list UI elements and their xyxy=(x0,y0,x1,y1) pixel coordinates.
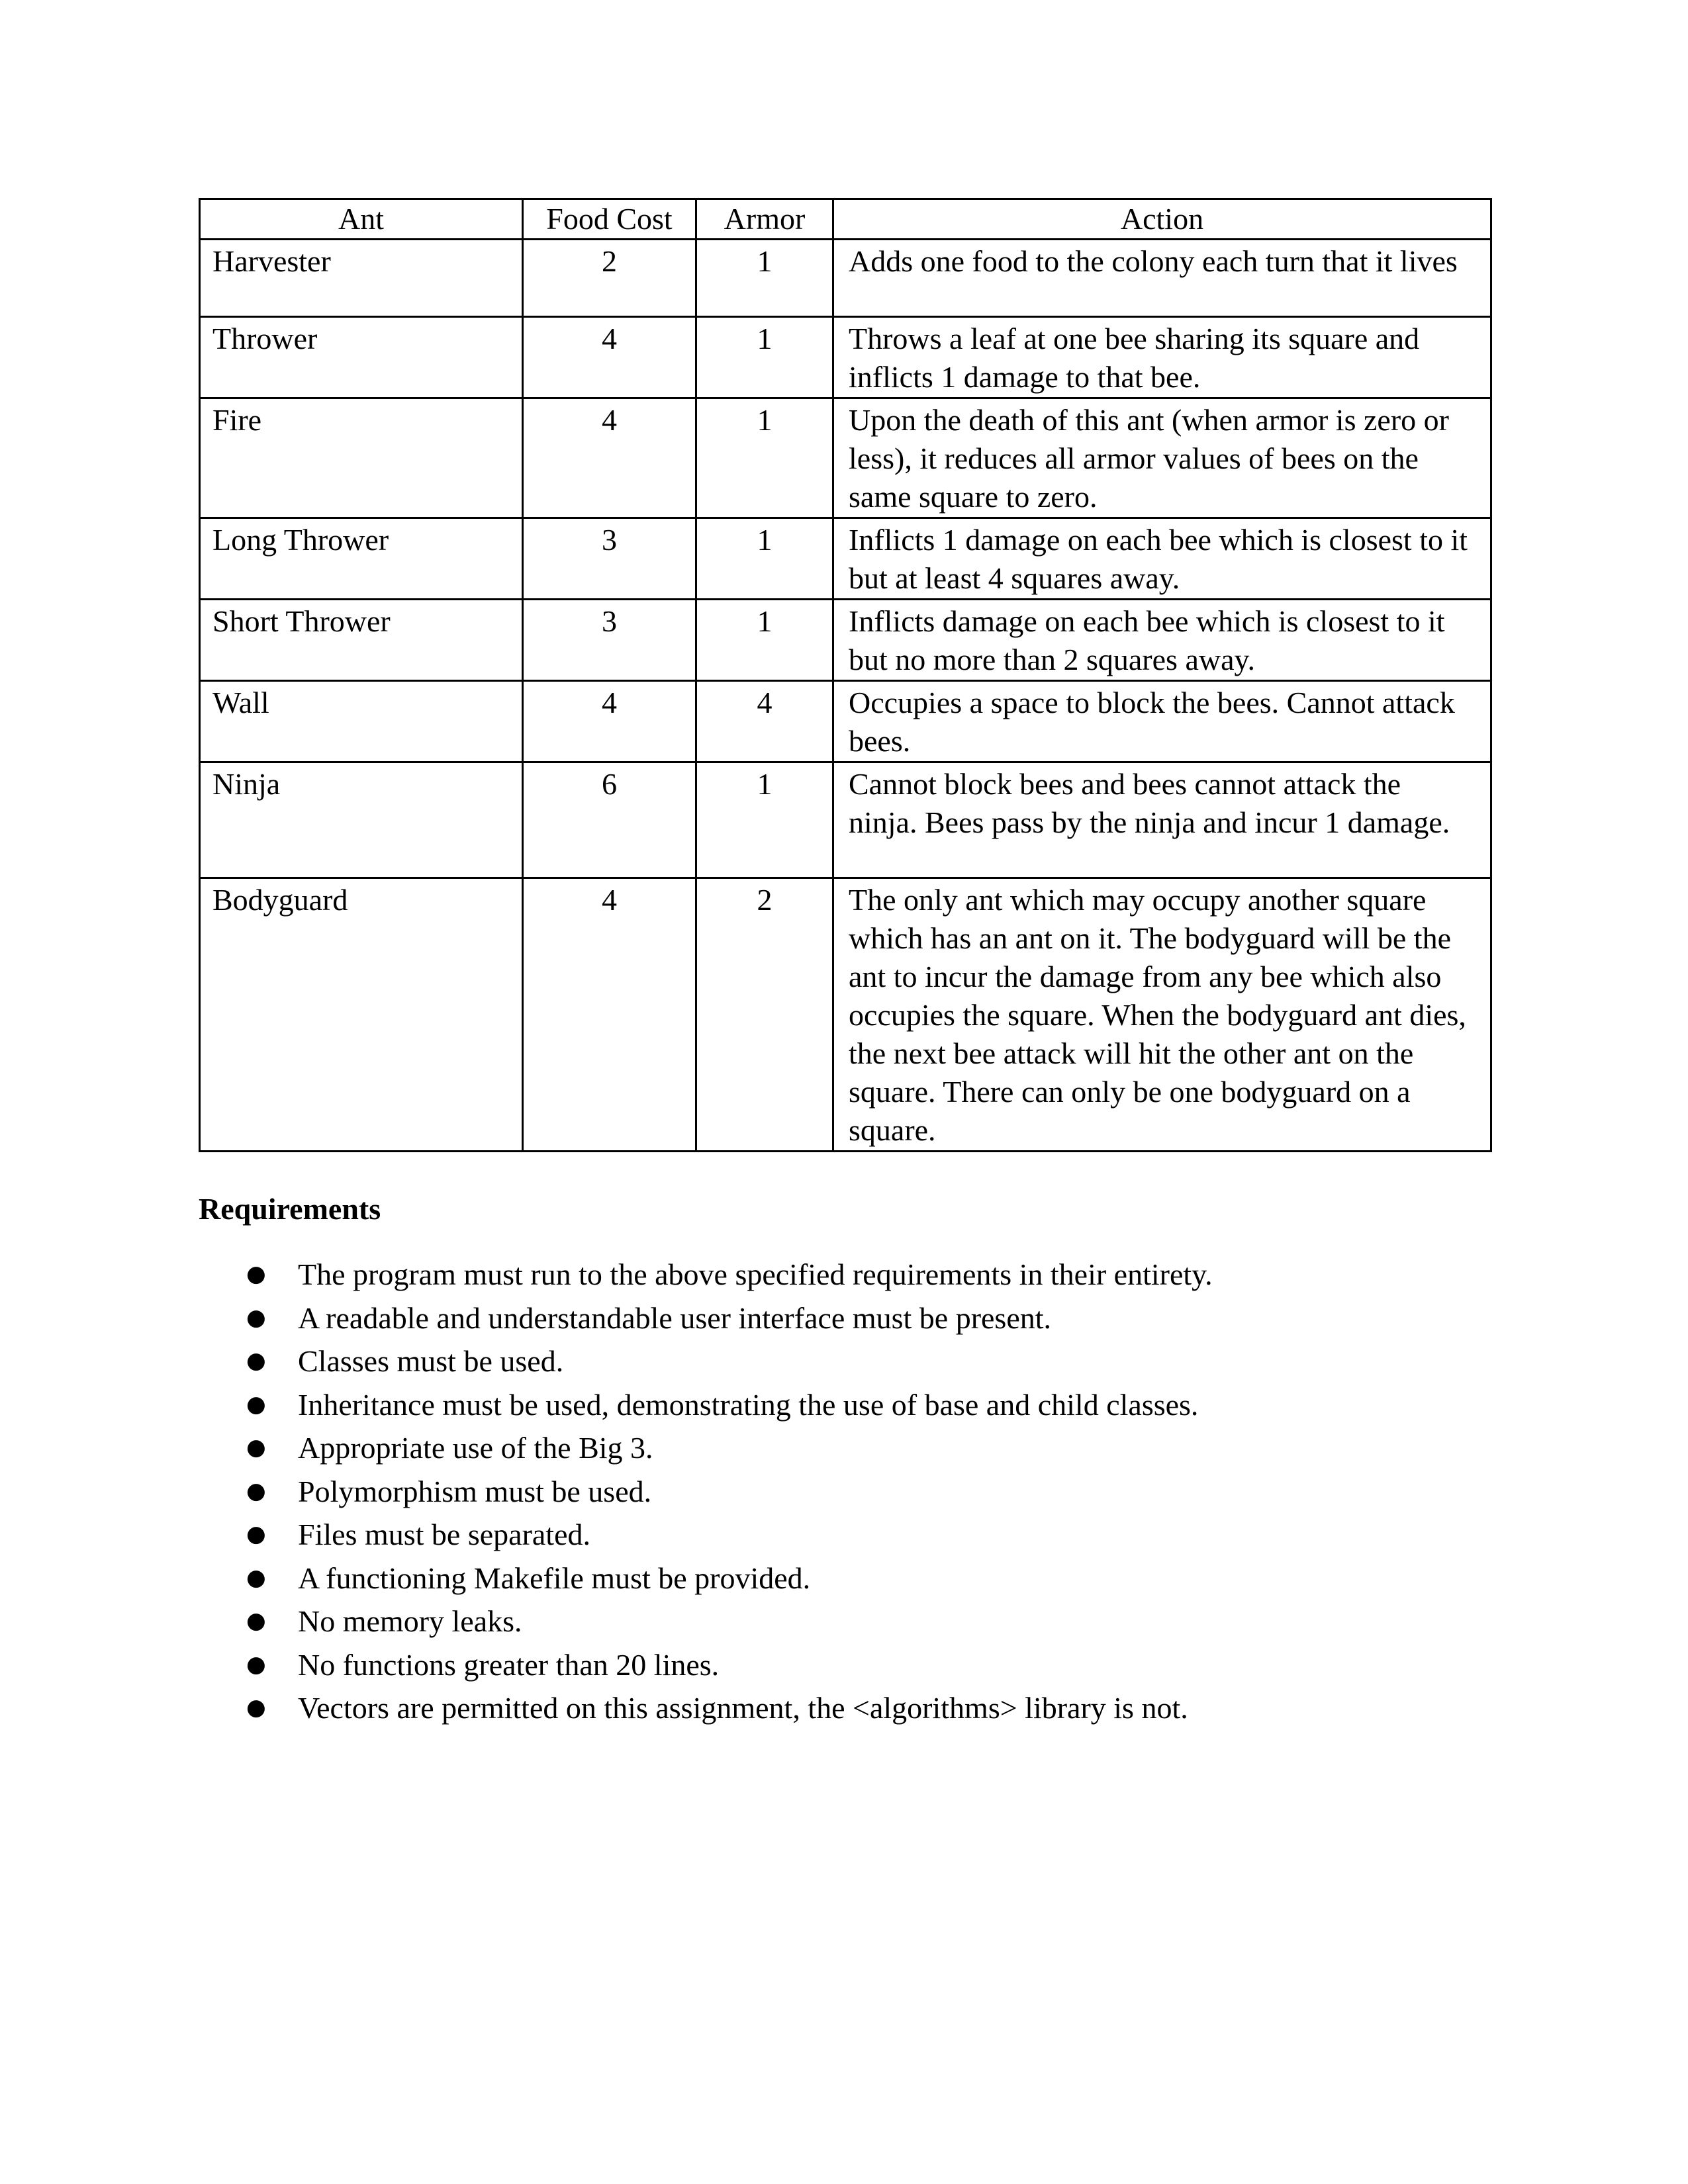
list-item xyxy=(199,1513,1489,1557)
food-cost: 3 xyxy=(523,518,696,600)
list-item xyxy=(199,1383,1489,1427)
requirement-text: The program must run to the above specified requirements in their entirety. xyxy=(298,1257,1213,1291)
header-ant: Ant xyxy=(200,199,523,240)
list-item xyxy=(199,1686,1489,1730)
food-cost: 4 xyxy=(523,398,696,518)
ant-name: Thrower xyxy=(200,317,523,398)
ant-table xyxy=(199,198,1492,1152)
bullet-icon: ● xyxy=(246,1477,266,1504)
bullet-icon: ● xyxy=(246,1347,266,1374)
requirement-text: Polymorphism must be used. xyxy=(298,1474,652,1508)
list-item xyxy=(199,1426,1489,1470)
ant-name: Wall xyxy=(200,681,523,762)
ant-name: Ninja xyxy=(200,762,523,878)
food-cost: 2 xyxy=(523,240,696,317)
armor: 1 xyxy=(696,762,833,878)
requirement-text: Files must be separated. xyxy=(298,1518,591,1551)
food-cost: 4 xyxy=(523,317,696,398)
armor: 1 xyxy=(696,518,833,600)
ant-name: Short Thrower xyxy=(200,600,523,681)
bullet-icon: ● xyxy=(246,1304,266,1331)
ant-name: Harvester xyxy=(200,240,523,317)
requirement-text: No memory leaks. xyxy=(298,1604,522,1638)
requirements-list xyxy=(199,1253,1489,1730)
table-row xyxy=(200,317,1491,398)
armor: 4 xyxy=(696,681,833,762)
armor: 2 xyxy=(696,878,833,1152)
list-item xyxy=(199,1557,1489,1600)
ant-name: Fire xyxy=(200,398,523,518)
header-food-cost: Food Cost xyxy=(523,199,696,240)
action-text: Upon the death of this ant (when armor is zero or less), it reduces all armor values of bees on the same square to zero. xyxy=(833,398,1491,518)
table-row xyxy=(200,518,1491,600)
header-armor: Armor xyxy=(696,199,833,240)
requirement-text: Appropriate use of the Big 3. xyxy=(298,1431,653,1465)
table-row xyxy=(200,240,1491,317)
bullet-icon: ● xyxy=(246,1261,266,1287)
table-header-row xyxy=(200,199,1491,240)
armor: 1 xyxy=(696,398,833,518)
bullet-icon: ● xyxy=(246,1434,266,1461)
list-item xyxy=(199,1253,1489,1297)
bullet-icon: ● xyxy=(246,1521,266,1547)
food-cost: 6 xyxy=(523,762,696,878)
list-item xyxy=(199,1340,1489,1383)
armor: 1 xyxy=(696,317,833,398)
action-text: Occupies a space to block the bees. Cannot attack bees. xyxy=(833,681,1491,762)
food-cost: 4 xyxy=(523,681,696,762)
requirement-text: Classes must be used. xyxy=(298,1344,564,1378)
requirement-text: A readable and understandable user interface must be present. xyxy=(298,1300,1052,1335)
table-row xyxy=(200,878,1491,1152)
action-text: Adds one food to the colony each turn that it lives xyxy=(833,240,1491,317)
requirement-text: A functioning Makefile must be provided. xyxy=(298,1561,811,1595)
table-row xyxy=(200,762,1491,878)
table-row xyxy=(200,398,1491,518)
bullet-icon: ● xyxy=(246,1608,266,1634)
action-text: Throws a leaf at one bee sharing its square and inflicts 1 damage to that bee. xyxy=(833,317,1491,398)
armor: 1 xyxy=(696,240,833,317)
list-item xyxy=(199,1470,1489,1514)
bullet-icon: ● xyxy=(246,1390,266,1418)
ant-name: Long Thrower xyxy=(200,518,523,600)
ant-name: Bodyguard xyxy=(200,878,523,1152)
requirement-text: Vectors are permitted on this assignment, the <algorithms> library is not. xyxy=(298,1691,1188,1725)
action-text: Cannot block bees and bees cannot attack the ninja. Bees pass by the ninja and incur 1 damage. xyxy=(833,762,1491,878)
header-action: Action xyxy=(833,199,1491,240)
action-text: Inflicts 1 damage on each bee which is closest to it but at least 4 squares away. xyxy=(833,518,1491,600)
bullet-icon: ● xyxy=(246,1694,266,1721)
requirement-text: No functions greater than 20 lines. xyxy=(298,1647,720,1682)
requirements-heading: Requirements xyxy=(199,1192,381,1226)
table-row xyxy=(200,600,1491,681)
table-row xyxy=(200,681,1491,762)
bullet-icon: ● xyxy=(246,1564,266,1591)
action-text: The only ant which may occupy another square which has an ant on it. The bodyguard will be the ant to incur the damage from any bee which also occupies the square. When the bodyguard ant dies, the next bee attack will hit the other ant on the square. There can only be one bodyguard on a square. xyxy=(833,878,1491,1152)
food-cost: 3 xyxy=(523,600,696,681)
list-item xyxy=(199,1297,1489,1340)
requirement-text: Inheritance must be used, demonstrating the use of base and child classes. xyxy=(298,1387,1199,1422)
armor: 1 xyxy=(696,600,833,681)
bullet-icon: ● xyxy=(246,1651,266,1678)
list-item xyxy=(199,1643,1489,1687)
food-cost: 4 xyxy=(523,878,696,1152)
list-item xyxy=(199,1600,1489,1643)
action-text: Inflicts damage on each bee which is closest to it but no more than 2 squares away. xyxy=(833,600,1491,681)
